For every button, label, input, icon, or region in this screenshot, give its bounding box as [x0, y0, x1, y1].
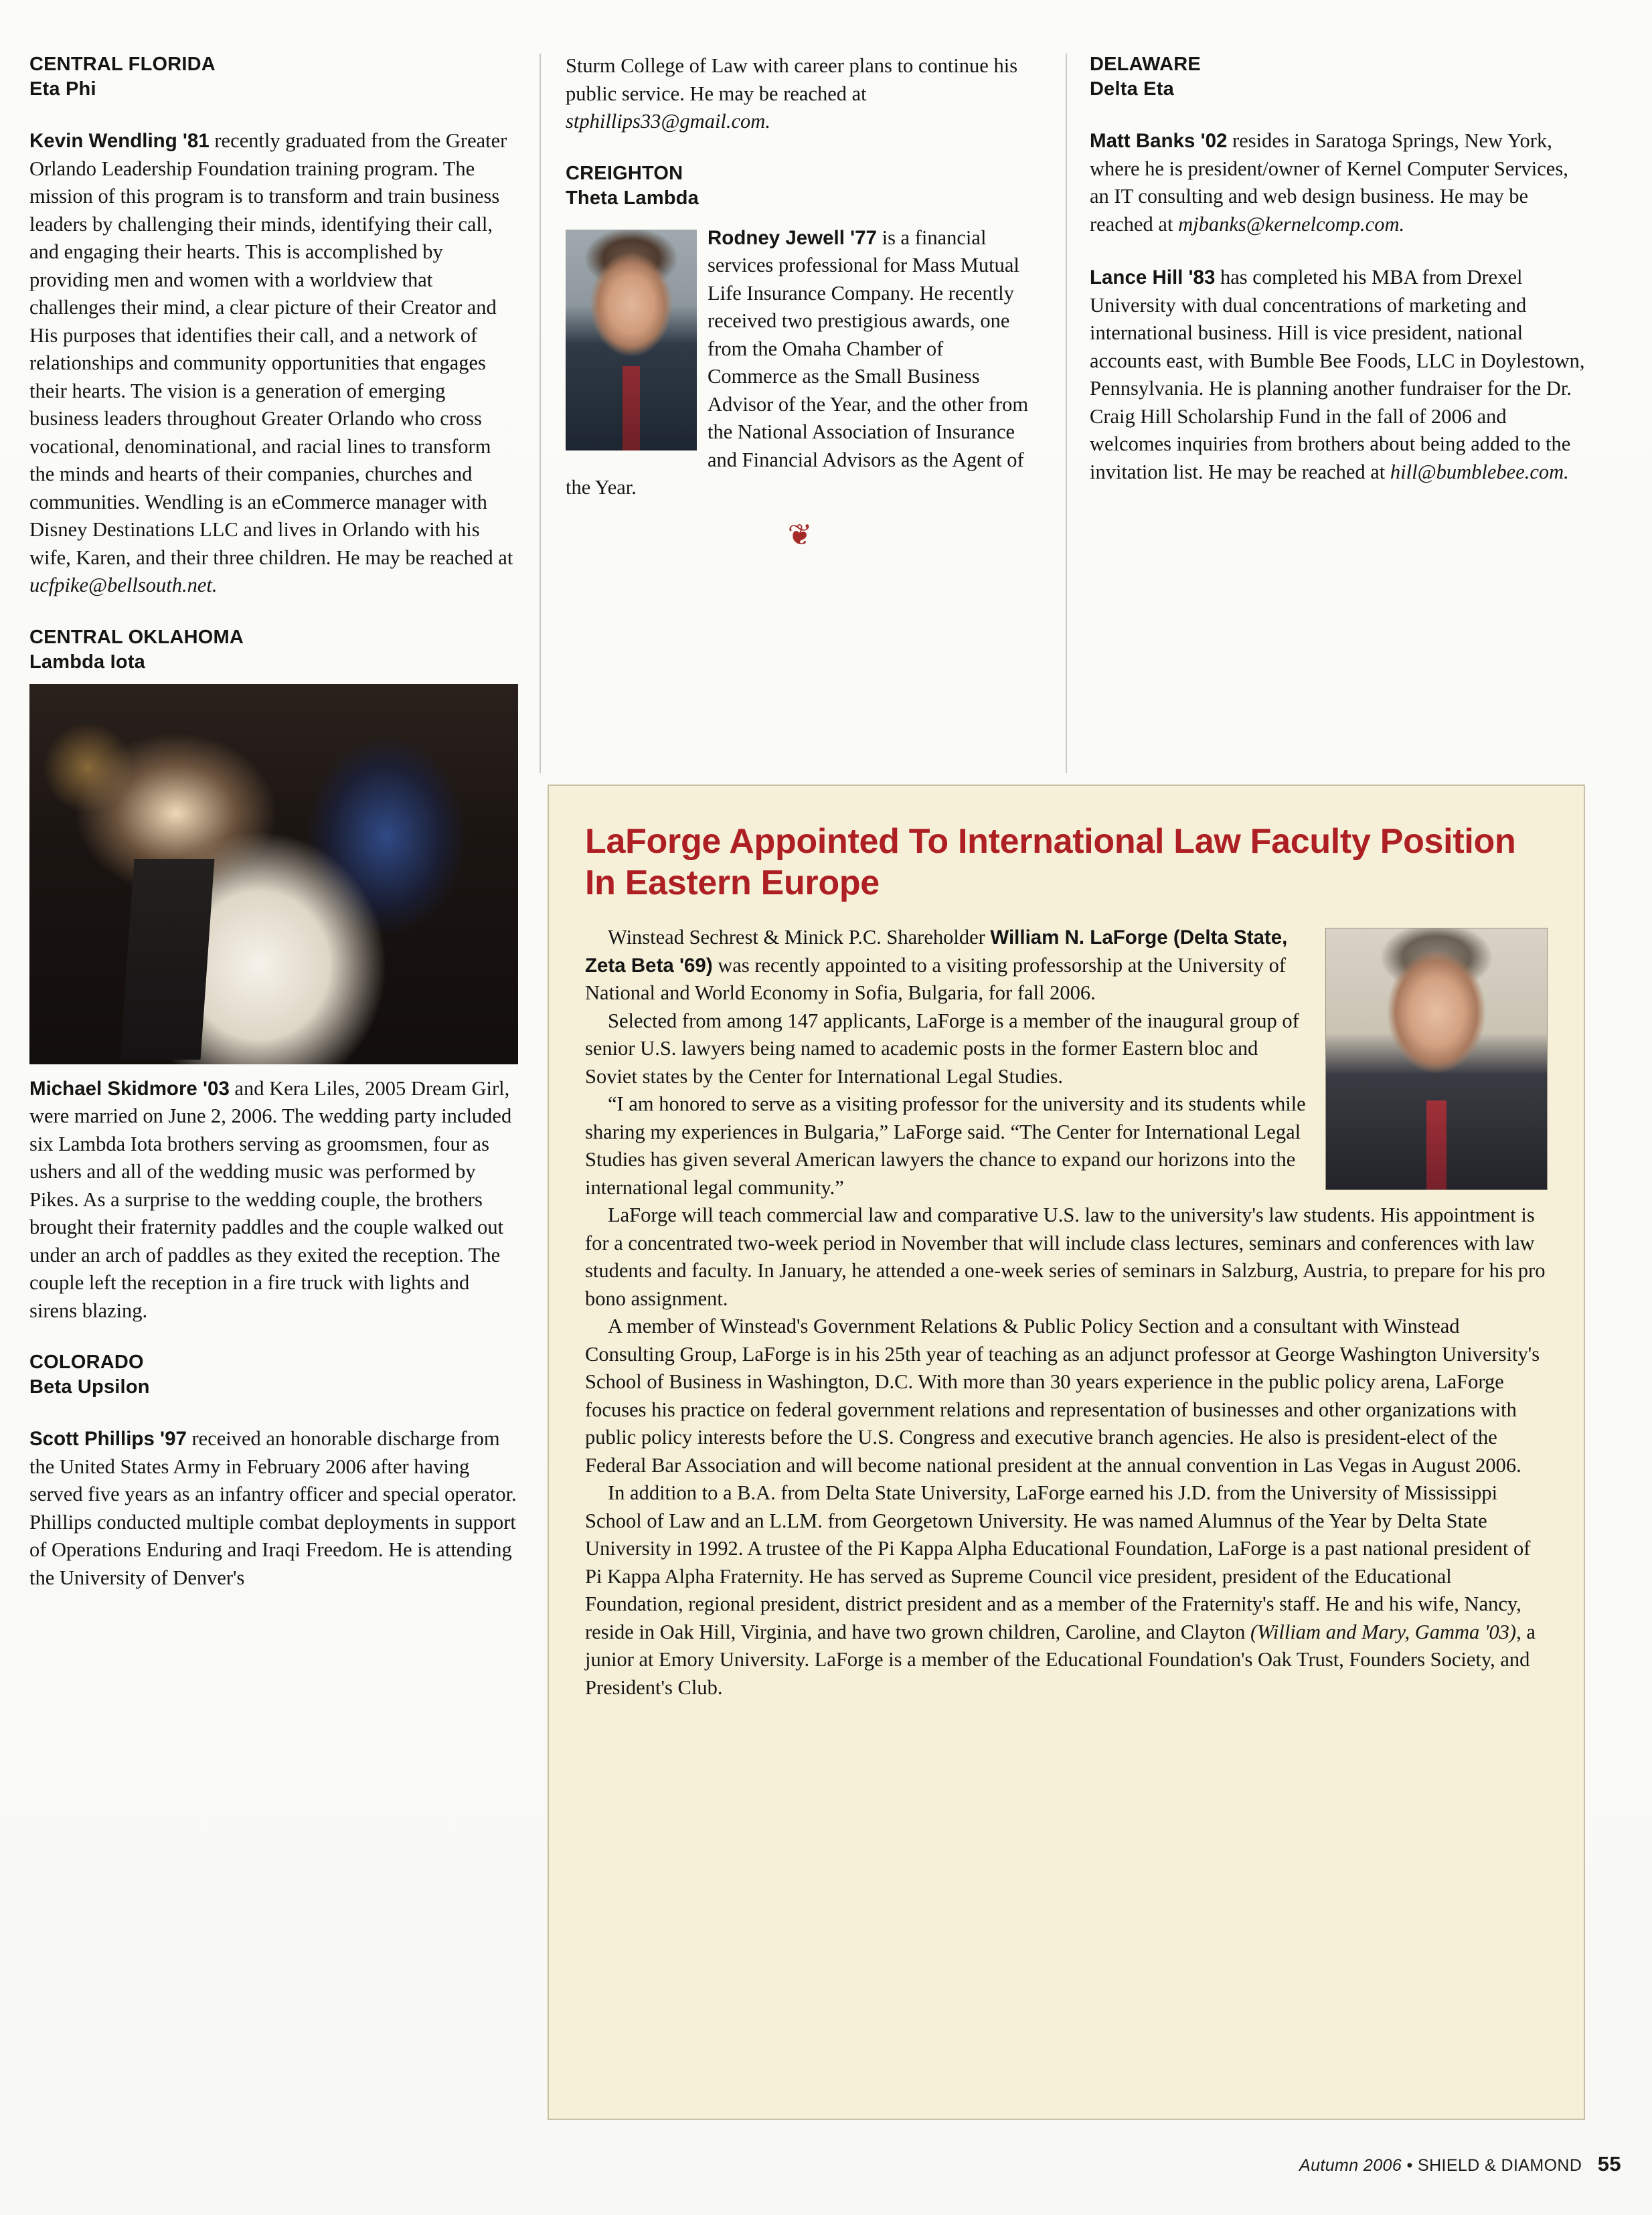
- feature-title: LaForge Appointed To International Law Faculty Position In Eastern Europe: [585, 822, 1516, 902]
- chapter-school: COLORADO: [29, 1351, 144, 1373]
- footer-issue: Autumn 2006: [1299, 2156, 1402, 2175]
- entry-name: Scott Phillips '97: [29, 1428, 187, 1450]
- chapter-greek: Beta Upsilon: [29, 1376, 150, 1398]
- entry-text: is a financial services professional for Mass Mutual Life Insurance Company. He recently received two prestigious awards, one from the Omaha Chamber of Commerce as the Small Business Advisor of the Year, and the other from the National Association of Insurance and Financial Advisors as the Agent of the Year.: [566, 226, 1029, 499]
- page-footer: [1299, 2152, 1621, 2176]
- entry-text: has completed his MBA from Drexel University with dual concentrations of marketing and international business. Hill is vice president, national accounts east, with Bumble Bee Foods, LLC in Doylestown, Pennsylvania. He is planning another fundraiser for the Dr. Craig Hill Scholarship Fund in the fall of 2006 and welcomes inquiries from brothers about being added to the invitation list. He may be reached at: [1090, 266, 1585, 483]
- entry-email: ucfpike@bellsouth.net.: [29, 574, 218, 596]
- entry-text: resides in Saratoga Springs, New York, where he is president/owner of Kernel Computer Services, an IT consulting and web design business. He may be reached at: [1090, 129, 1568, 236]
- feature-p6-italic: (William and Mary, Gamma '03): [1250, 1620, 1517, 1643]
- entry-scott-phillips: [29, 1425, 518, 1592]
- spacer: [1090, 238, 1585, 264]
- feature-paragraph-4: LaForge will teach commercial law and comparative U.S. law to the university's law students. His appointment is for a concentrated two-week period in November that will include class lectures, seminars and conferences with law students and faculty. In January, he attended a one-week series of seminars in Salzburg, Austria, to prepare for his pro bono assignment.: [585, 1204, 1546, 1310]
- spacer: [29, 102, 518, 127]
- chapter-heading-creighton: [566, 161, 1034, 211]
- feature-p6-b: , a junior at Emory University. LaForge is a member of the Educational Foundation's Oak Trust, Founders Society, and President's Club.: [585, 1620, 1536, 1699]
- feature-article-box: [548, 785, 1585, 2120]
- entry-email: hill@bumblebee.com.: [1390, 460, 1569, 483]
- column-divider-2: [1066, 54, 1067, 773]
- chapter-greek: Theta Lambda: [566, 187, 699, 209]
- chapter-school: CENTRAL FLORIDA: [29, 54, 216, 75]
- feature-paragraph-5: A member of Winstead's Government Relations & Public Policy Section and a consultant with Winstead Consulting Group, LaForge is in his 25th year of teaching as an adjunct professor at George Washington University's School of Business in Washington, D.C. With more than 30 years experience in the public policy arena, LaForge focuses his practice on federal government relations and representation of businesses and other organizations with public policy interests before the U.S. Congress and executive branch agencies. He also is president-elect of the Federal Bar Association and will become national president at the annual convention in Las Vegas in August 2006.: [585, 1315, 1540, 1477]
- spacer: [29, 1325, 518, 1350]
- chapter-heading-central-oklahoma: [29, 625, 518, 675]
- rodney-jewell-portrait: [566, 230, 697, 450]
- chapter-school: DELAWARE: [1090, 54, 1201, 75]
- feature-lead: Winstead Sechrest & Minick P.C. Shareholder: [608, 926, 991, 949]
- entry-kevin-wendling: [29, 127, 518, 600]
- entry-email: mjbanks@kernelcomp.com.: [1178, 212, 1405, 236]
- column-one: [29, 52, 518, 1592]
- column-two: [566, 52, 1034, 552]
- entry-text: and Kera Liles, 2005 Dream Girl, were married on June 2, 2006. The wedding party included six Lambda Iota brothers serving as groomsmen, four as ushers and all of the wedding music was performed by Pikes. As a surprise to the wedding couple, the brothers brought their fraternity paddles and the couple walked out under an arch of paddles as they exited the reception. The couple left the reception in a fire truck with lights and sirens blazing.: [29, 1076, 512, 1322]
- chapter-greek: Lambda Iota: [29, 651, 145, 673]
- entry-name: Matt Banks '02: [1090, 130, 1228, 152]
- entry-name: Michael Skidmore '03: [29, 1077, 230, 1100]
- chapter-school: CREIGHTON: [566, 162, 683, 184]
- entry-email: stphillips33@gmail.com.: [566, 110, 770, 133]
- entry-matt-banks: [1090, 127, 1585, 238]
- chapter-greek: Delta Eta: [1090, 78, 1174, 100]
- spacer: [1090, 102, 1585, 127]
- footer-separator: •: [1406, 2156, 1413, 2175]
- feature-subject-name: William N. LaForge (Delta State, Zeta Beta '69): [585, 926, 1288, 977]
- chapter-school: CENTRAL OKLAHOMA: [29, 626, 244, 648]
- spacer: [566, 136, 1034, 161]
- column-divider-1: [540, 54, 541, 773]
- footer-publication: SHIELD & DIAMOND: [1418, 2156, 1582, 2175]
- chapter-greek: Eta Phi: [29, 78, 96, 100]
- entry-name: Kevin Wendling '81: [29, 130, 210, 152]
- entry-michael-skidmore: [29, 1075, 518, 1325]
- entry-name: Lance Hill '83: [1090, 266, 1216, 289]
- entry-scott-phillips-continued: [566, 52, 1034, 136]
- fleuron-ornament-icon: ❦: [787, 518, 813, 552]
- entry-text: recently graduated from the Greater Orlando Leadership Foundation training program. The mission of this program is to transform and train business leaders by challenging their minds, identifying their call, and engaging their hearts. This is accomplished by providing men and women with a worldview that challenges their mind, a clear picture of their Creator and His purposes that identifies their call, and a network of relationships and community opportunities that engages their hearts. The vision is a generation of emerging business leaders throughout Greater Orlando who cross vocational, denominational, and racial lines to transform the minds and hearts of their companies, churches and communities. Wendling is an eCommerce manager with Disney Destinations LLC and lives in Orlando with his wife, Karen, and their three children. He may be reached at: [29, 129, 513, 569]
- wedding-party-photo: [29, 684, 518, 1064]
- feature-lead-rest: was recently appointed to a visiting professorship at the University of National and World Economy in Sofia, Bulgaria, for fall 2006.: [585, 953, 1287, 1004]
- entry-lance-hill: [1090, 264, 1585, 486]
- entry-name: Rodney Jewell '77: [708, 226, 877, 249]
- feature-paragraph-2: Selected from among 147 applicants, LaForge is a member of the inaugural group of senior U.S. lawyers being named to academic posts in the former Eastern bloc and Soviet states by the Center for International Legal Studies.: [585, 1009, 1299, 1088]
- spacer: [566, 211, 1034, 224]
- page-number: 55: [1597, 2152, 1621, 2176]
- entry-text: received an honorable discharge from the United States Army in February 2006 after having served five years as an infantry officer and special operator. Phillips conducted multiple combat deployments in support of Operations Enduring and Iraqi Freedom. He is attending the University of Denver's: [29, 1427, 517, 1589]
- spacer: [29, 600, 518, 625]
- feature-paragraph-3: “I am honored to serve as a visiting professor for the university and its students while sharing my experiences in Bulgaria,” LaForge said. “The Center for International Legal Studies has given several American lawyers the chance to expand our horizons into the international legal community.”: [585, 1092, 1306, 1199]
- chapter-heading-delaware: [1090, 52, 1585, 102]
- entry-text: Sturm College of Law with career plans to continue his public service. He may be reached at: [566, 54, 1018, 105]
- feature-paragraph-6: [585, 1479, 1548, 1702]
- feature-p6-a: In addition to a B.A. from Delta State University, LaForge earned his J.D. from the University of Mississippi School of Law and an L.LM. from Georgetown University. He was named Alumnus of the Year by Delta State University in 1992. A trustee of the Pi Kappa Alpha Educational Foundation, LaForge is a past national president of Pi Kappa Alpha Fraternity. He has served as Supreme Council vice president, president of the Educational Foundation, regional president, district president and as a member of the Fraternity's staff. He and his wife, Nancy, reside in Oak Hill, Virginia, and have two grown children, Caroline, and Clayton: [585, 1481, 1531, 1643]
- column-three: [1090, 52, 1585, 486]
- feature-body: [585, 924, 1548, 1702]
- chapter-heading-colorado: [29, 1350, 518, 1400]
- william-laforge-portrait: [1325, 928, 1548, 1190]
- spacer: [29, 1400, 518, 1425]
- chapter-heading-central-florida: [29, 52, 518, 102]
